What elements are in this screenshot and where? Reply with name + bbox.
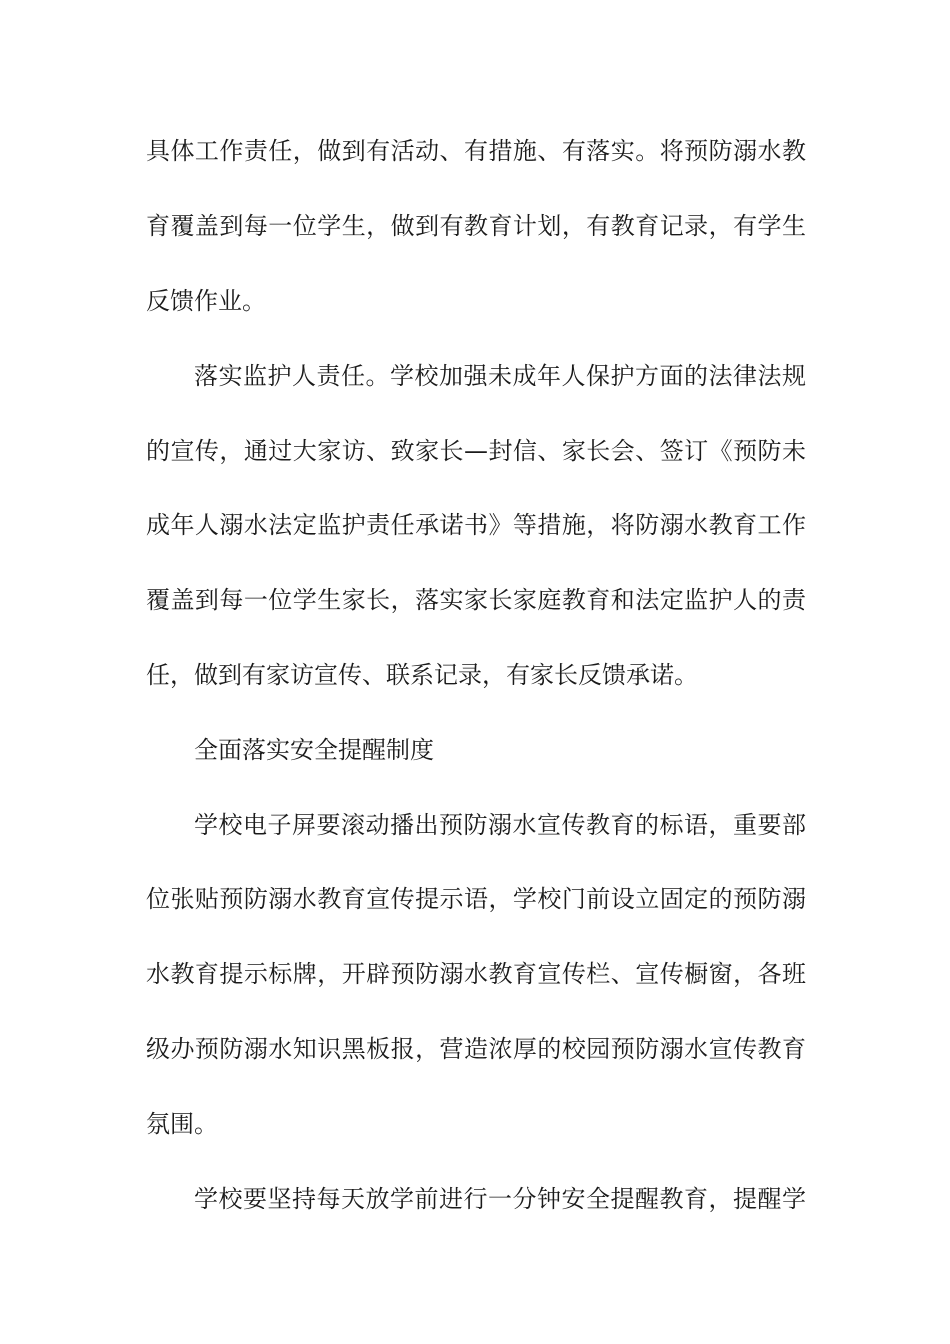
paragraph-line: 级办预防溺水知识黑板报，营造浓厚的校园预防溺水宣传教育 [146, 1035, 806, 1063]
paragraph-line: 任，做到有家访宣传、联系记录，有家长反馈承诺。 [146, 661, 698, 689]
paragraph-line: 育覆盖到每一位学生，做到有教育计划，有教育记录，有学生 [146, 212, 806, 240]
paragraph-line: 覆盖到每一位学生家长，落实家长家庭教育和法定监护人的责 [146, 586, 806, 614]
paragraph-line: 水教育提示标牌，开辟预防溺水教育宣传栏、宣传橱窗，各班 [146, 960, 806, 988]
paragraph-line: 学校电子屏要滚动播出预防溺水宣传教育的标语，重要部 [194, 811, 806, 839]
paragraph-line: 的宣传，通过大家访、致家长—封信、家长会、签订《预防未 [146, 437, 806, 465]
section-heading: 全面落实安全提醒制度 [194, 736, 434, 764]
paragraph-line: 氛围。 [146, 1110, 218, 1138]
paragraph-line: 位张贴预防溺水教育宣传提示语，学校门前设立固定的预防溺 [146, 885, 806, 913]
paragraph-line: 反馈作业。 [146, 287, 266, 315]
paragraph-line: 成年人溺水法定监护责任承诺书》等措施，将防溺水教育工作 [146, 511, 806, 539]
paragraph-line: 具体工作责任，做到有活动、有措施、有落实。将预防溺水教 [146, 137, 806, 165]
paragraph-line: 落实监护人责任。学校加强未成年人保护方面的法律法规 [194, 362, 806, 390]
paragraph-line: 学校要坚持每天放学前进行一分钟安全提醒教育，提醒学 [194, 1185, 806, 1213]
